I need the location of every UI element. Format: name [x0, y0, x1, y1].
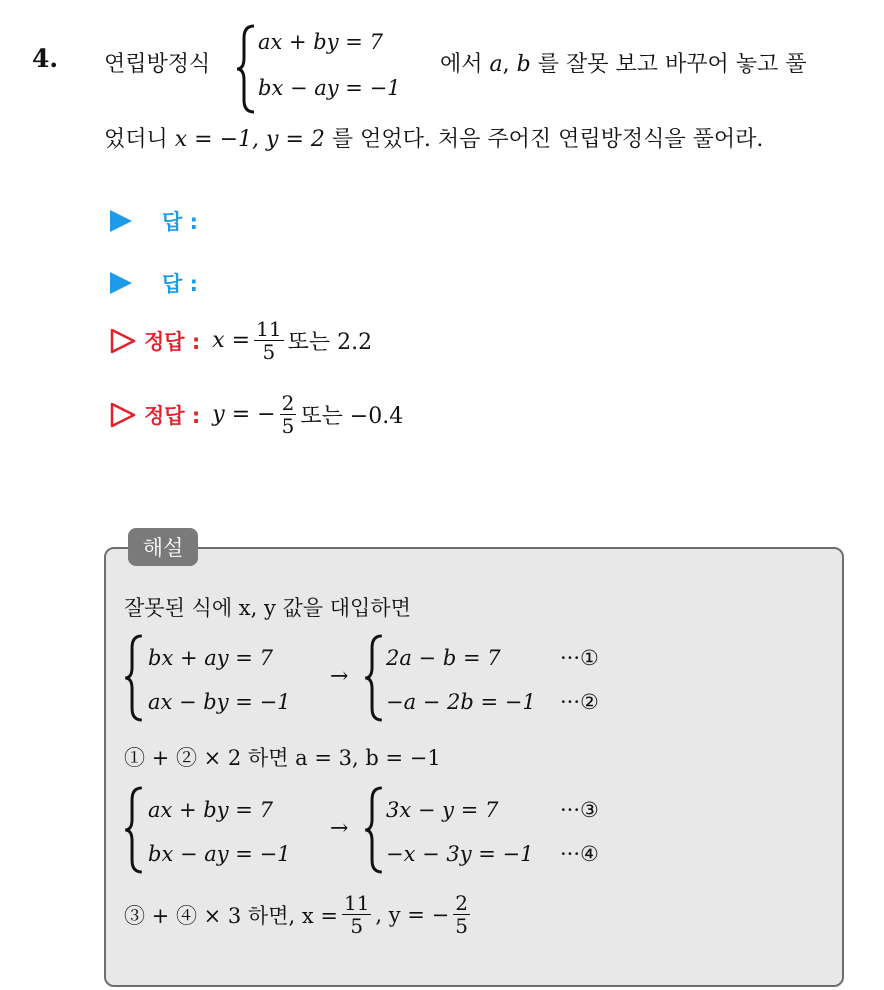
fraction-numerator: 2	[455, 891, 468, 915]
problem-line2-pre: 었더니	[104, 127, 168, 152]
left-brace-icon	[364, 634, 384, 722]
equation-marker: ···④	[560, 842, 599, 866]
answer-label: 답 :	[162, 272, 198, 296]
solution-eq: 3x − y = 7	[386, 798, 499, 822]
problem-suffix-pre: 에서	[440, 52, 483, 77]
correct-answer-label: 정답 :	[144, 329, 201, 354]
solution-intro: 잘못된 식에 x, y 값을 대입하면	[124, 596, 411, 620]
problem-comma: ,	[502, 52, 510, 77]
fraction-numerator: 2	[281, 391, 295, 415]
problem-suffix-post: 를 잘못 보고 바꾸어 놓고 풀	[537, 52, 807, 77]
solution-eq: 2a − b = 7	[386, 646, 501, 670]
problem-number: 4.	[32, 44, 59, 73]
fraction-numerator: 11	[256, 317, 282, 341]
problem-line-1	[104, 47, 210, 78]
answer-1-fraction	[254, 318, 283, 363]
left-brace-icon	[124, 786, 144, 874]
correct-answer-2	[110, 392, 403, 437]
solution-eq: ax − by = −1	[148, 690, 291, 714]
fraction-numerator: 11	[343, 891, 370, 915]
red-triangle-outline-icon	[110, 328, 136, 354]
step2-y-fraction	[453, 892, 470, 937]
left-brace-icon	[124, 634, 144, 722]
solution-eq: bx − ay = −1	[148, 842, 291, 866]
fraction-denominator: 5	[350, 914, 364, 938]
problem-var-b: b	[516, 52, 531, 77]
answer-blank-2	[110, 268, 198, 298]
arrow-right-icon: →	[330, 816, 349, 841]
answer-blank-1	[110, 206, 198, 236]
answer-2-lhs: y = −	[212, 402, 276, 427]
solution-system-2-right	[364, 786, 634, 876]
answer-2-fraction	[280, 392, 297, 437]
problem-prefix: 연립방정식	[104, 52, 211, 77]
red-triangle-outline-icon	[110, 402, 136, 428]
correct-answer-label: 정답 :	[144, 403, 201, 428]
solution-step-1: ① + ② × 2 하면 a = 3, b = −1	[124, 746, 441, 770]
solution-eq: −a − 2b = −1	[386, 690, 536, 714]
arrow-right-icon: →	[330, 664, 349, 689]
step2-text: , y = −	[375, 902, 450, 927]
left-brace-icon	[236, 24, 256, 114]
solution-step-2	[124, 892, 474, 937]
blue-triangle-icon	[110, 272, 132, 294]
fraction-denominator: 5	[262, 340, 276, 364]
problem-cond-x: x = −1,	[174, 127, 260, 152]
solution-tag: 해설	[128, 528, 198, 566]
problem-eq-2: bx − ay = −1	[258, 76, 401, 100]
problem-eq-1: ax + by = 7	[258, 30, 383, 54]
solution-system-1-right	[364, 634, 634, 724]
problem-line-2	[104, 122, 763, 153]
answer-1-alt: 또는 2.2	[287, 330, 373, 355]
solution-system-1-left	[124, 634, 324, 724]
solution-eq: −x − 3y = −1	[386, 842, 534, 866]
solution-system-2-left	[124, 786, 324, 876]
equation-marker: ···①	[560, 646, 599, 670]
correct-answer-1	[110, 318, 372, 363]
problem-cond-y: y = 2	[266, 127, 325, 152]
answer-1-lhs: x =	[212, 328, 251, 353]
fraction-denominator: 5	[281, 414, 295, 438]
solution-eq: ax + by = 7	[148, 798, 273, 822]
solution-eq: bx + ay = 7	[148, 646, 273, 670]
answer-2-alt: 또는 −0.4	[300, 404, 404, 429]
fraction-denominator: 5	[455, 914, 468, 938]
step2-text: ③ + ④ × 3 하면, x =	[124, 903, 338, 928]
problem-system	[236, 24, 416, 116]
blue-triangle-icon	[110, 210, 132, 232]
left-brace-icon	[364, 786, 384, 874]
answer-label: 답 :	[162, 210, 198, 234]
equation-marker: ···②	[560, 690, 599, 714]
problem-line-1-tail	[440, 47, 806, 78]
step2-x-fraction	[342, 892, 371, 937]
problem-line2-post: 를 얻었다. 처음 주어진 연립방정식을 풀어라.	[331, 127, 764, 152]
problem-var-a: a	[489, 52, 503, 77]
equation-marker: ···③	[560, 798, 599, 822]
